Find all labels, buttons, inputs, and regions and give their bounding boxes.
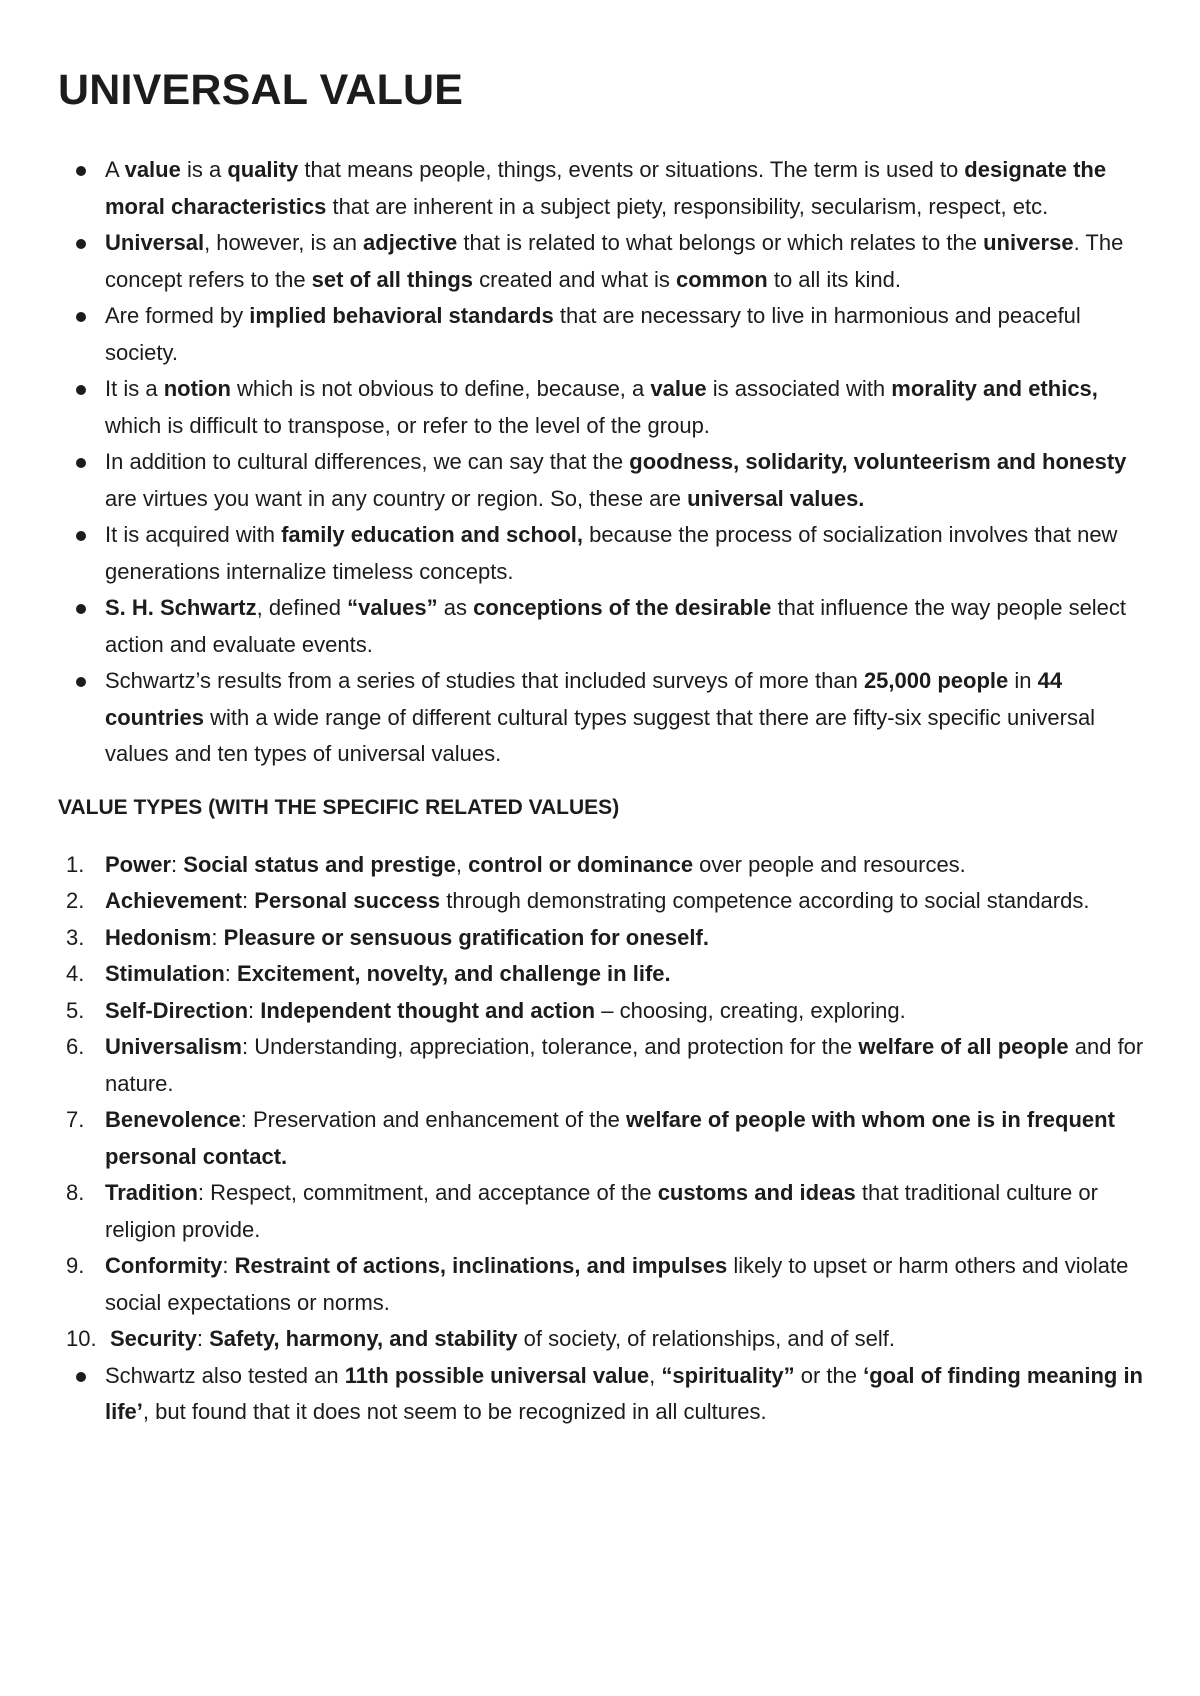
value-type-item [58, 1175, 1148, 1248]
bold-text: Self-Direction [105, 997, 249, 1023]
bold-text: family education and school, [281, 522, 584, 547]
bold-text: value [650, 376, 707, 401]
bold-text: Stimulation [105, 961, 225, 986]
text-run: : Respect, commitment, and acceptance of the [197, 1180, 658, 1205]
text-run: : Preservation and enhancement of the [240, 1107, 626, 1132]
text-run: , defined [256, 595, 348, 620]
value-type-item [58, 993, 1148, 1030]
bold-text: implied behavioral standards [249, 303, 554, 328]
text-run: over people and resources. [693, 851, 966, 877]
bold-text: Power [105, 851, 172, 877]
bullet-dot-icon [76, 385, 86, 395]
text-run: because the process of socialization involves that new generations internalize timeless concepts. [105, 522, 1118, 584]
bullet-dot-icon [76, 166, 86, 176]
document-page [58, 62, 1148, 1431]
text-run: of society, of relationships, and of self. [517, 1326, 896, 1351]
bold-text: S. H. Schwartz [105, 595, 257, 620]
text-run: Are formed by [105, 303, 250, 328]
text-run: as [437, 595, 474, 620]
bold-text: Independent thought and action [260, 997, 596, 1023]
item-number: 10. [66, 1326, 97, 1351]
bold-text: goodness, solidarity, volunteerism and honesty [629, 449, 1127, 474]
value-type-item [58, 956, 1148, 993]
value-type-item [58, 1029, 1148, 1102]
bold-text: 44 countries [105, 668, 1063, 730]
list-item [58, 1358, 1148, 1431]
text-run: in [1008, 668, 1038, 693]
text-run: , [455, 851, 469, 877]
bullet-dot-icon [76, 239, 86, 249]
text-run: In addition to cultural differences, we can say that the [105, 449, 630, 474]
value-type-item [58, 1248, 1148, 1321]
bullet-dot-icon [76, 1372, 86, 1382]
bullet-dot-icon [76, 458, 86, 468]
bold-text: Excitement, novelty, and challenge in life. [237, 961, 671, 986]
item-number: 4. [66, 961, 85, 986]
text-run: is associated with [706, 376, 892, 401]
text-run: . The concept refers to the [105, 230, 1124, 292]
text-run: that traditional culture or religion provide. [105, 1180, 1098, 1242]
bold-text: universe [983, 230, 1074, 255]
bold-text: conceptions of the desirable [473, 595, 772, 620]
bold-text: “values” [347, 595, 438, 620]
text-run: through demonstrating competence according to social standards. [440, 888, 1090, 913]
bold-text: 25,000 people [863, 668, 1009, 693]
text-run: : [224, 961, 238, 986]
bold-text: Benevolence [105, 1107, 241, 1132]
bold-text: quality [227, 157, 299, 182]
bold-text: ‘goal of finding meaning in life’ [105, 1362, 1143, 1424]
bold-text: Conformity [105, 1253, 223, 1278]
item-number: 5. [66, 997, 85, 1023]
text-run: that influence the way people select action and evaluate events. [105, 595, 1127, 657]
final-bullet-list [58, 1358, 1148, 1431]
text-run: : [196, 1326, 210, 1351]
item-number: 8. [66, 1180, 85, 1205]
item-number: 7. [66, 1107, 85, 1132]
bold-text: Restraint of actions, inclinations, and impulses [234, 1253, 728, 1278]
list-item [58, 590, 1148, 663]
text-run: created and what is [473, 266, 677, 292]
text-run: Schwartz also tested an [105, 1362, 345, 1388]
bold-text: universal values. [687, 485, 865, 511]
bold-text: adjective [363, 230, 458, 255]
text-run: – choosing, creating, exploring. [595, 997, 906, 1023]
bold-text: Safety, harmony, and stability [209, 1326, 518, 1351]
text-run: It is a [105, 376, 164, 401]
text-run: A [105, 157, 125, 182]
bullet-dot-icon [76, 677, 86, 687]
text-run: , [649, 1362, 662, 1388]
value-type-item [58, 883, 1148, 920]
list-item [58, 663, 1148, 773]
bold-text: control or dominance [468, 851, 694, 877]
bold-text: Achievement [105, 888, 242, 913]
bold-text: Security [110, 1326, 197, 1351]
item-number: 3. [66, 924, 85, 950]
bullet-dot-icon [76, 531, 86, 541]
bold-text: value [124, 157, 181, 182]
section-heading: VALUE TYPES (WITH THE SPECIFIC RELATED VALUES) [58, 795, 620, 819]
text-run: , however, is an [204, 230, 364, 255]
text-run: which is difficult to transpose, or refer to the level of the group. [105, 412, 710, 438]
text-run: or the [794, 1362, 864, 1388]
list-item [58, 444, 1148, 517]
value-type-item [58, 1321, 1148, 1358]
item-number: 9. [66, 1253, 85, 1278]
text-run: : [171, 851, 184, 877]
bold-text: Pleasure or sensuous gratification for oneself. [223, 924, 709, 950]
text-run: is a [180, 157, 228, 182]
bold-text: notion [163, 376, 231, 401]
bold-text: Tradition [105, 1180, 198, 1205]
bold-text: Social status and prestige [183, 851, 456, 877]
text-run: , but found that it does not seem to be recognized in all cultures. [142, 1399, 767, 1424]
list-item [58, 517, 1148, 590]
list-item [58, 298, 1148, 371]
text-run: Schwartz’s results from a series of studies that included surveys of more than [105, 668, 864, 693]
bold-text: Personal success [254, 888, 441, 913]
list-item [58, 152, 1148, 225]
text-run: with a wide range of different cultural types suggest that there are fifty-six specific universal values and ten types of universal values. [105, 704, 1096, 766]
text-run: : [222, 1253, 235, 1278]
text-run: : Understanding, appreciation, tolerance, and protection for the [241, 1034, 859, 1059]
text-run: that is related to what belongs or which relates to the [457, 230, 984, 255]
bold-text: Universal [105, 230, 205, 255]
text-run: are virtues you want in any country or region. So, these are [105, 485, 688, 511]
bold-text: welfare of people with whom one is in frequent personal contact. [105, 1107, 1115, 1169]
text-run: which is not obvious to define, because, a [230, 376, 651, 401]
text-run: that are necessary to live in harmonious and peaceful society. [105, 303, 1081, 365]
bullet-dot-icon [76, 604, 86, 614]
bold-text: designate the moral characteristics [105, 157, 1107, 219]
value-type-item [58, 847, 1148, 884]
text-run: to all its kind. [767, 266, 902, 292]
page-title: UNIVERSAL VALUE [58, 66, 464, 114]
text-run: and for nature. [105, 1034, 1144, 1096]
bold-text: common [676, 266, 768, 292]
bold-text: customs and ideas [657, 1180, 856, 1205]
bold-text: Universalism [105, 1034, 242, 1059]
list-item [58, 225, 1148, 298]
bold-text: Hedonism [105, 924, 212, 950]
item-number: 6. [66, 1034, 85, 1059]
bold-text: “spirituality” [661, 1362, 795, 1388]
value-type-item [58, 920, 1148, 957]
value-type-item [58, 1102, 1148, 1175]
bold-text: welfare of all people [858, 1034, 1069, 1059]
text-run: : [211, 924, 224, 950]
bullet-list [58, 152, 1148, 773]
item-number: 1. [66, 851, 85, 877]
bold-text: set of all things [311, 266, 474, 292]
list-item [58, 371, 1148, 444]
text-run: : [248, 997, 261, 1023]
value-types-list [58, 847, 1148, 1358]
text-run: It is acquired with [105, 522, 282, 547]
item-number: 2. [66, 888, 85, 913]
text-run: that means people, things, events or situations. The term is used to [298, 157, 965, 182]
bold-text: morality and ethics, [891, 376, 1098, 401]
text-run: likely to upset or harm others and violate social expectations or norms. [105, 1253, 1129, 1315]
text-run: : [241, 888, 255, 913]
text-run: that are inherent in a subject piety, responsibility, secularism, respect, etc. [326, 193, 1049, 219]
bullet-dot-icon [76, 312, 86, 322]
bold-text: 11th possible universal value [344, 1362, 650, 1388]
